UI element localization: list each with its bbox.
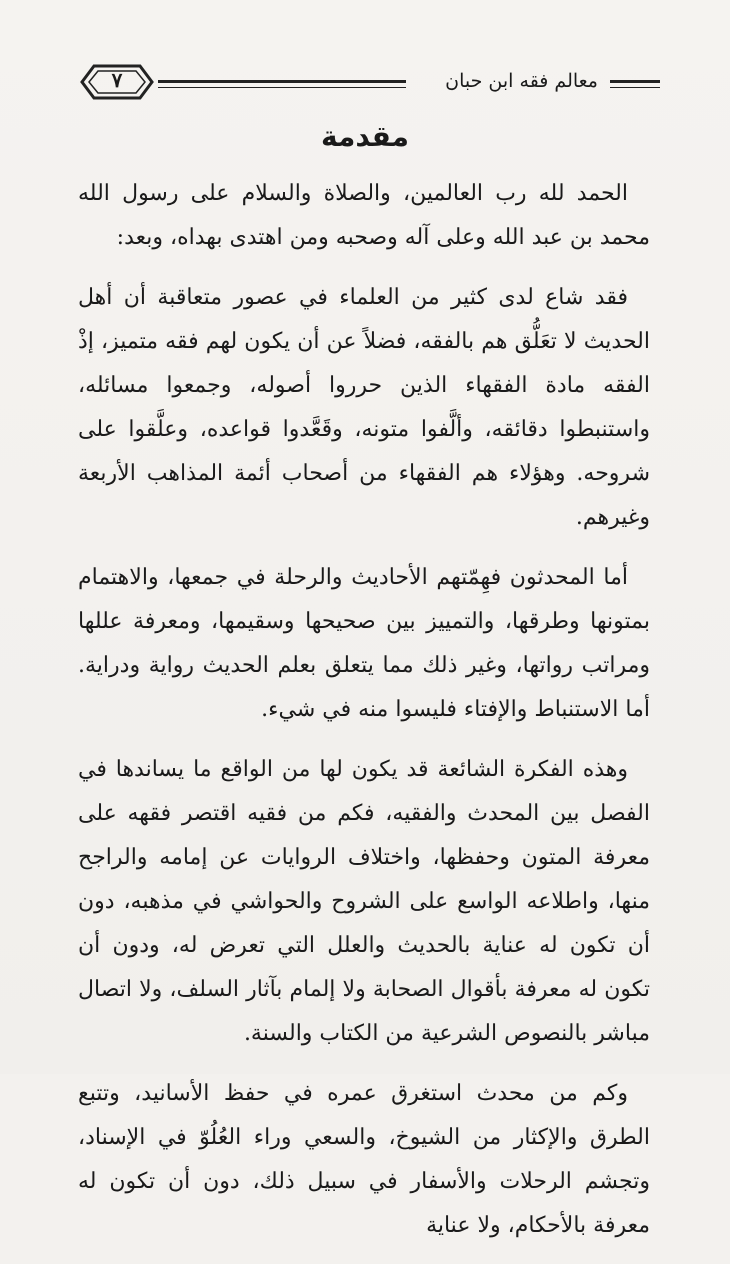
body-text [78, 172, 650, 1264]
paragraph: وهذه الفكرة الشائعة قد يكون لها من الواقع ما يساندها في الفصل بين المحدث والفقيه، فكم من فقيه اقتصر فقهه على معرفة المتون وحفظها، واختلاف الروايات عن إمامه والراجح منها، واطلاعه الواسع على الشروح والحواشي في مذهبه، دون أن تكون له عناية بالحديث والعلل التي تعرض له، ودون أن تكون له معرفة بأقوال الصحابة ولا إلمام بآثار السلف، ولا اتصال مباشر بالنصوص الشرعية من الكتاب والسنة. [78, 757, 650, 1046]
header-rule-left [158, 80, 406, 83]
running-header [80, 62, 660, 112]
paragraph: أما المحدثون فهِمّتهم الأحاديث والرحلة في جمعها، والاهتمام بمتونها وطرقها، والتمييز بين صحيحها وسقيمها، ومعرفة عللها ومراتب رواتها، وغير ذلك مما يتعلق بعلم الحديث رواية ودراية. أما الاستنباط والإفتاء فليسوا منه في شيء. [78, 565, 650, 722]
header-rule-right [610, 80, 660, 83]
page-number: ٧ [111, 68, 123, 92]
paragraph: الحمد لله رب العالمين، والصلاة والسلام على رسول الله محمد بن عبد الله وعلى آله وصحبه ومن اهتدى بهداه، وبعد: [78, 181, 650, 250]
section-title: مقدمة [321, 120, 409, 153]
book-title: معالم فقه ابن حبان [445, 70, 598, 92]
paragraph: وكم من محدث استغرق عمره في حفظ الأسانيد، وتتبع الطرق والإكثار من الشيوخ، والسعي وراء العُلُوّ في الإسناد، وتجشم الرحلات والأسفار في سبيل ذلك، دون أن تكون له معرفة بالأحكام، ولا عناية [78, 1081, 650, 1238]
paragraph: فقد شاع لدى كثير من العلماء في عصور متعاقبة أن أهل الحديث لا تعَلُّق هم بالفقه، فضلاً عن أن يكون لهم فقه متميز، إذْ الفقه مادة الفقهاء الذين حرروا أصوله، وجمعوا مسائله، واستنبطوا دقائقه، وألَّفوا متونه، وقَعَّدوا قواعده، وعلَّقوا على شروحه. وهؤلاء هم الفقهاء من أصحاب أئمة المذاهب الأربعة وغيرهم. [78, 285, 650, 530]
